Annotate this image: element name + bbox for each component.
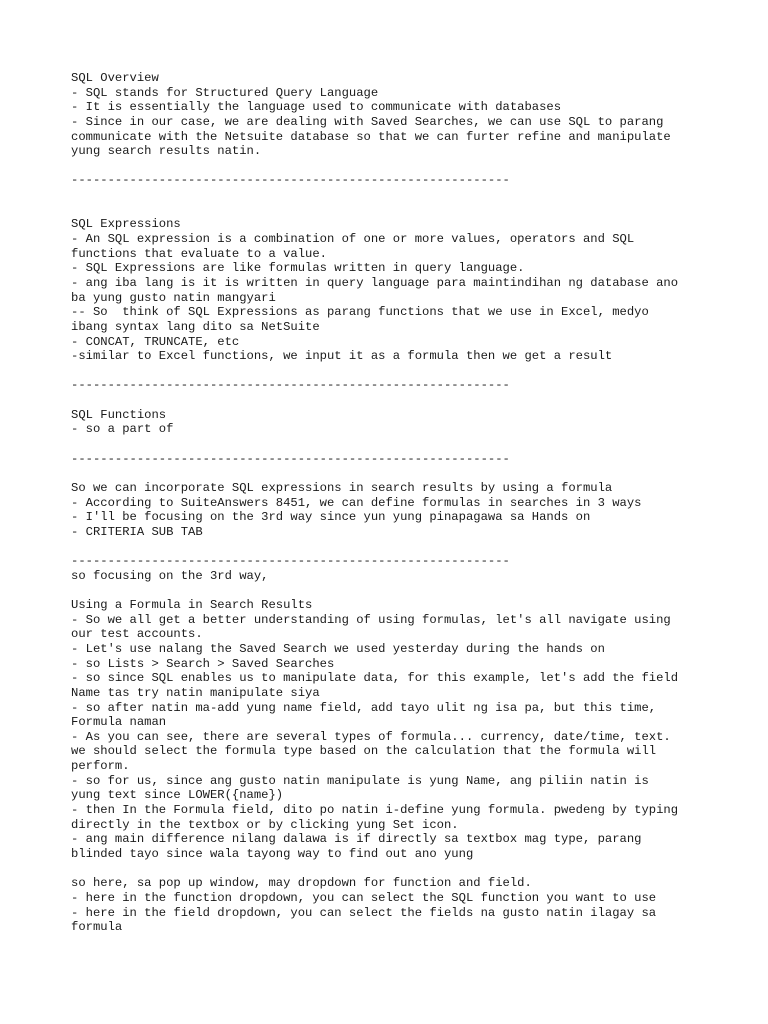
text-line	[71, 540, 711, 555]
text-line: - As you can see, there are several types of formula... currency, date/time, text.	[71, 729, 671, 744]
text-line: ------------------------------------------------------------	[71, 173, 510, 188]
text-line: -- So think of SQL Expressions as parang functions that we use in Excel, medyo	[71, 305, 649, 320]
text-line: - so Lists > Search > Saved Searches	[71, 656, 335, 671]
text-line: - CONCAT, TRUNCATE, etc	[71, 334, 240, 349]
text-line: ibang syntax lang dito sa NetSuite	[71, 319, 320, 334]
text-line	[71, 159, 711, 174]
text-line: communicate with the Netsuite database so that we can furter refine and manipulate	[71, 129, 671, 144]
text-line: yung search results natin.	[71, 144, 262, 159]
text-line: yung text since LOWER({name})	[71, 788, 284, 803]
text-line: - then In the Formula field, dito po natin i-define yung formula. pwedeng by typing	[71, 803, 679, 818]
text-line: Formula naman	[71, 715, 167, 730]
text-line: Using a Formula in Search Results	[71, 598, 313, 613]
text-line: - I'll be focusing on the 3rd way since yun yung pinapagawa sa Hands on	[71, 510, 591, 525]
text-line: directly in the textbox or by clicking yung Set icon.	[71, 817, 459, 832]
text-line: - So we all get a better understanding of using formulas, let's all navigate using	[71, 612, 671, 627]
text-line: we should select the formula type based on the calculation that the formula will	[71, 744, 657, 759]
text-line: our test accounts.	[71, 627, 203, 642]
text-line: blinded tayo since wala tayong way to find out ano yung	[71, 846, 474, 861]
text-line: - here in the function dropdown, you can select the SQL function you want to use	[71, 890, 657, 905]
text-line: SQL Overview	[71, 71, 159, 85]
text-line: - According to SuiteAnswers 8451, we can define formulas in searches in 3 ways	[71, 495, 642, 510]
text-line: so here, sa pop up window, may dropdown for function and field.	[71, 876, 532, 891]
text-line: - Let's use nalang the Saved Search we used yesterday during the hands on	[71, 641, 605, 656]
text-line: so focusing on the 3rd way,	[71, 568, 269, 583]
text-line	[71, 437, 711, 452]
text-line	[71, 203, 711, 218]
text-line	[71, 364, 711, 379]
text-line: - so for us, since ang gusto natin manipulate is yung Name, ang piliin natin is	[71, 773, 649, 788]
text-line	[71, 862, 711, 877]
text-line: -similar to Excel functions, we input it as a formula then we get a result	[71, 349, 613, 364]
text-line: SQL Expressions	[71, 217, 181, 232]
text-line: - It is essentially the language used to communicate with databases	[71, 100, 562, 115]
text-line: perform.	[71, 759, 130, 774]
text-line: - SQL stands for Structured Query Language	[71, 85, 379, 100]
text-line: - SQL Expressions are like formulas written in query language.	[71, 261, 525, 276]
text-line	[71, 393, 711, 408]
text-line: Name tas try natin manipulate siya	[71, 685, 320, 700]
text-line: - ang iba lang is it is written in query language para maintindihan ng database ano	[71, 275, 679, 290]
text-line: - Since in our case, we are dealing with Saved Searches, we can use SQL to parang	[71, 114, 664, 129]
text-line	[71, 188, 711, 203]
text-line: functions that evaluate to a value.	[71, 246, 327, 261]
text-line: ba yung gusto natin mangyari	[71, 290, 276, 305]
text-line: - ang main difference nilang dalawa is if directly sa textbox mag type, parang	[71, 832, 642, 847]
text-line: So we can incorporate SQL expressions in search results by using a formula	[71, 480, 613, 495]
text-line	[71, 466, 711, 481]
text-line: ------------------------------------------------------------	[71, 378, 510, 393]
text-line: - here in the field dropdown, you can select the fields na gusto natin ilagay sa	[71, 905, 657, 920]
text-line: formula	[71, 920, 123, 935]
text-line: - so a part of	[71, 422, 174, 437]
text-line	[71, 583, 711, 598]
text-line: SQL Functions	[71, 407, 167, 422]
text-line: ------------------------------------------------------------	[71, 451, 510, 466]
document-page	[71, 71, 711, 935]
text-line: - An SQL expression is a combination of one or more values, operators and SQL	[71, 232, 635, 247]
text-line: - so after natin ma-add yung name field, add tayo ulit ng isa pa, but this time,	[71, 700, 657, 715]
text-line: - so since SQL enables us to manipulate data, for this example, let's add the field	[71, 671, 679, 686]
text-line: ------------------------------------------------------------	[71, 554, 510, 569]
text-line: - CRITERIA SUB TAB	[71, 524, 203, 539]
